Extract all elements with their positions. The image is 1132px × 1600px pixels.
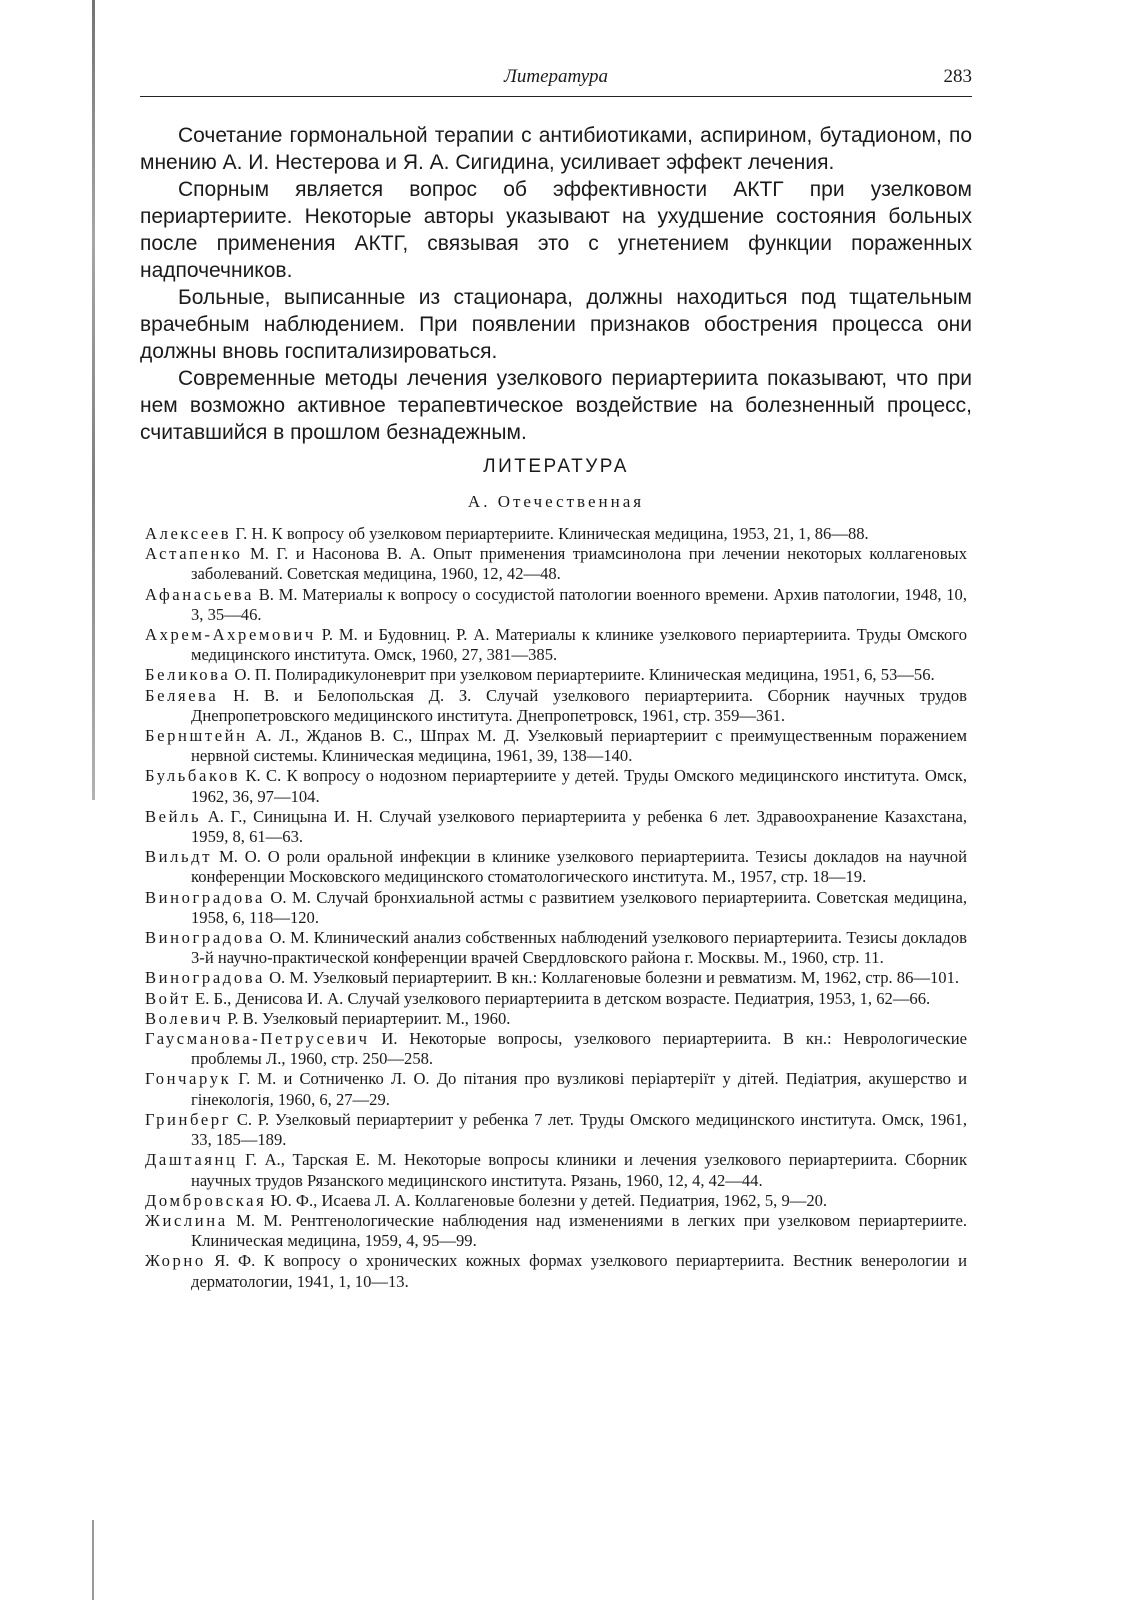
reference-entry [145,807,967,847]
reference-author: Бульбаков [145,766,241,786]
reference-text: Ю. Ф., Исаева Л. А. Коллагеновые болезни у детей. Педиатрия, 1962, 5, 9—20. [266,1190,828,1210]
reference-entry [145,968,967,988]
reference-text: А. Г., Синицына И. Н. Случай узелкового периартериита у ребенка 6 лет. Здравоохранение Казахстана, 1959, 8, 61—63. [191,806,967,847]
reference-text: Н. В. и Белопольская Д. З. Случай узелкового периартериита. Сборник научных трудов Днепропетровского медицинского института. Днепропетровск, 1961, стр. 359—361. [191,685,967,725]
reference-author: Волевич [145,1008,224,1028]
reference-text: С. Р. Узелковый периартериит у ребенка 7 лет. Труды Омского медицинского института. Омск, 1961, 33, 185—189. [191,1109,967,1150]
reference-text: Г. Н. К вопросу об узелковом периартериите. Клиническая медицина, 1953, 21, 1, 86—88. [231,524,869,543]
body-paragraph: Больные, выписанные из стационара, должны находиться под тщательным врачебным наблюдением. При появлении признаков обострения процесса они должны вновь госпитализироваться. [140,286,972,363]
reference-author: Жорно [145,1251,206,1271]
body-paragraph: Сочетание гормональной терапии с антибиотиками, аспирином, бутадионом, по мнению А. И. Нестерова и Я. А. Сигидина, усиливает эффект лечения. [140,124,972,174]
reference-entry [145,585,967,625]
reference-text: В. М. Материалы к вопросу о сосудистой патологии военного времени. Архив патологии, 1948, 10, 3, 35—46. [191,584,967,624]
reference-author: Жислина [145,1210,228,1230]
body-paragraph: Современные методы лечения узелкового периартериита показывают, что при нем возможно активное терапевтическое воздействие на болезненный процесс, считавшийся в прошлом безнадежным. [140,367,972,444]
reference-text: О. М. Клинический анализ собственных наблюдений узелкового периартериита. Тезисы докладов 3-й научно-практической конференции врачей Свердловского района г. Москвы. М., 1960, стр. 11. [191,928,967,968]
page-number: 283 [943,66,972,87]
reference-author: Гринберг [145,1109,232,1129]
reference-text: М. Г. и Насонова В. А. Опыт применения триамсинолона при лечении некоторых коллагеновых заболеваний. Советская медицина, 1960, 12, 42—48. [191,544,967,584]
body-paragraph: Спорным является вопрос об эффективности АКТГ при узелковом периартериите. Некоторые авторы указывают на ухудшение состояния больных после применения АКТГ, связывая это с угнетением функции пораженных надпочечников. [140,178,972,282]
reference-text: Р. М. и Будовниц. Р. А. Материалы к клинике узелкового периартериита. Труды Омского медицинского института. Омск, 1960, 27, 381—385. [191,625,967,665]
reference-text: М. М. Рентгенологические наблюдения над изменениями в легких при узелковом периартериите. Клиническая медицина, 1959, 4, 95—99. [191,1210,967,1251]
reference-entry [145,1069,967,1109]
reference-entry [145,665,967,685]
reference-author: Гаусманова-Петрусевич [145,1029,370,1049]
reference-entry [145,888,967,928]
reference-author: Ахрем-Ахремович [145,625,316,645]
reference-entry [145,1191,967,1211]
reference-entry [145,1150,967,1190]
reference-entry [145,625,967,665]
reference-text: О. М. Случай бронхиальной астмы с развитием узелкового периартериита. Советская медицина, 1958, 6, 118—120. [191,887,967,927]
reference-text: М. О. О роли оральной инфекции в клинике узелкового периартериита. Тезисы докладов на научной конференции Московского медицинского стоматологического института. М., 1957, стр. 18—19. [191,847,967,887]
page-header [140,60,972,97]
reference-entry [145,1009,967,1029]
reference-list [145,524,967,1292]
reference-text: Е. Б., Денисова И. А. Случай узелкового периартериита в детском возрасте. Педиатрия, 1953, 1, 62—66. [190,988,931,1008]
reference-entry [145,1251,967,1291]
reference-text: А. Л., Жданов В. С., Шпрах М. Д. Узелковый периартериит с преимущественным поражением нервной системы. Клиническая медицина, 1961, 39, 138—140. [191,726,967,766]
literature-heading: ЛИТЕРАТУРА [483,456,629,477]
reference-entry [145,989,967,1009]
reference-author: Гончарук [145,1069,232,1089]
reference-text: О. М. Узелковый периартериит. В кн.: Коллагеновые болезни и ревматизм. М, 1962, стр. 86—101. [264,968,960,988]
reference-entry [145,766,967,806]
reference-author: Вейль [145,806,202,826]
reference-text: Я. Ф. К вопросу о хронических кожных формах узелкового периартериита. Вестник венерологии и дерматологии, 1941, 1, 10—13. [191,1251,967,1291]
reference-text: Г. А., Тарская Е. М. Некоторые вопросы клиники и лечения узелкового периартериита. Сборник научных трудов Рязанского медицинского института. Рязань, 1960, 12, 4, 42—44. [191,1150,967,1190]
reference-text: И. Некоторые вопросы, узелкового периартериита. В кн.: Неврологические проблемы Л., 1960, стр. 250—258. [191,1029,967,1069]
reference-author: Астапенко [145,544,243,564]
reference-entry [145,726,967,766]
reference-text: Г. М. и Сотниченко Л. О. До пітания про вузликові періартеріїт у дітей. Педіатрия, акушерство и гінекологія, 1960, 6, 27—29. [191,1069,967,1109]
scan-binding-edge-bottom [92,1520,94,1600]
reference-author: Бернштейн [145,726,248,746]
reference-author: Афанасьева [145,584,254,604]
reference-author: Виноградова [145,928,265,948]
scan-binding-edge [92,0,95,800]
reference-entry [145,686,967,726]
reference-entry [145,928,967,968]
reference-author: Виноградова [145,887,265,907]
reference-entry [145,1110,967,1150]
reference-text: О. П. Полирадикулоневрит при узелковом периартериите. Клиническая медицина, 1951, 6, 53—56. [230,665,935,685]
reference-entry [145,1211,967,1251]
reference-author: Войт [145,988,191,1008]
reference-text: К. С. К вопросу о нодозном периартериите у детей. Труды Омского медицинского института. Омск, 1962, 36, 97—104. [191,766,967,806]
reference-entry [145,524,967,544]
running-title: Литература [504,66,608,87]
body-text [140,122,972,446]
reference-entry [145,1029,967,1069]
reference-entry [145,544,967,584]
reference-text: Р. В. Узелковый периартериит. М., 1960. [223,1008,511,1028]
reference-author: Беликова [145,665,231,685]
reference-author: Беляева [145,685,219,705]
reference-author: Вильдт [145,847,213,867]
literature-subheading: А. Отечественная [467,492,645,511]
reference-entry [145,847,967,887]
reference-author: Алексеев [145,524,232,543]
reference-author: Даштаянц [145,1150,238,1170]
reference-author: Домбровская [145,1190,267,1210]
reference-author: Виноградова [145,968,265,988]
